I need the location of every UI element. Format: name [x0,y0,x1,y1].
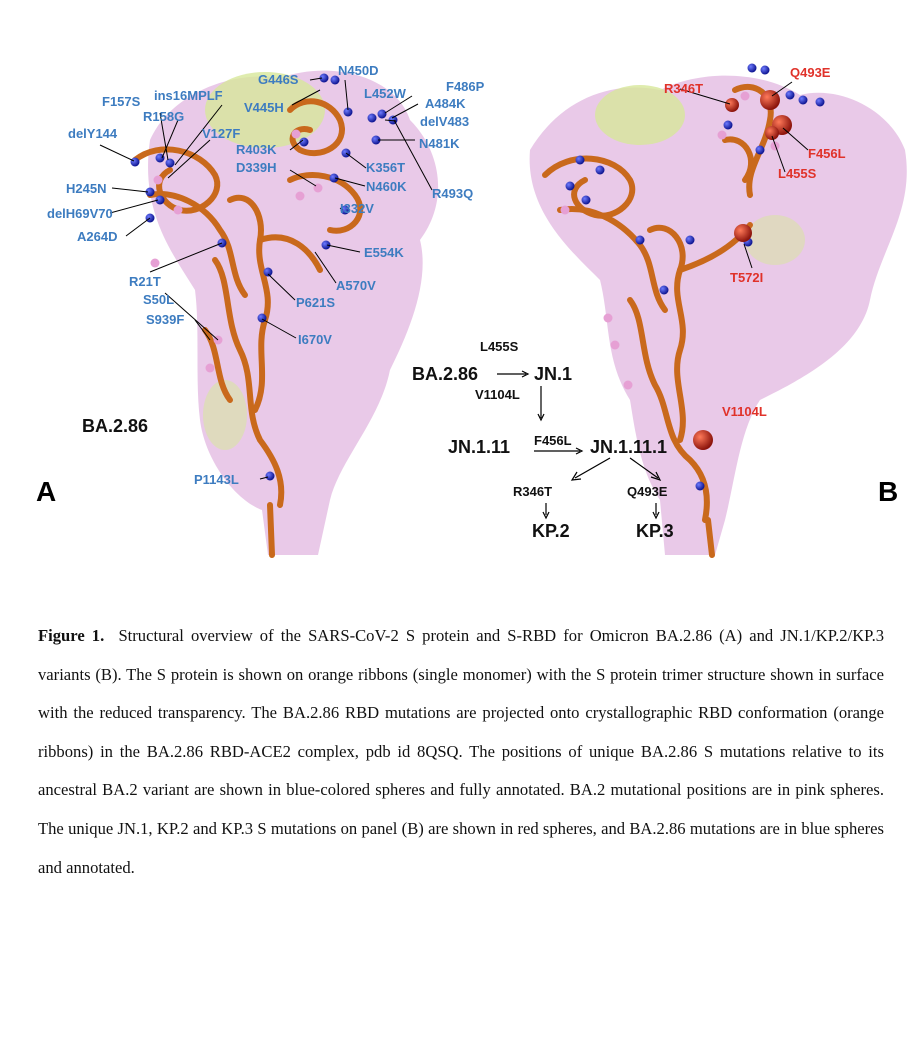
mut-a-label: N481K [419,136,460,151]
lineage-jn1: JN.1 [534,364,573,384]
mut-a-label: A484K [425,96,466,111]
mut-b-label: T572I [730,270,764,285]
mut-a-label: R158G [143,109,185,124]
red-sphere-v1104l [693,430,713,450]
mut-a-label: L452W [364,86,406,101]
mut-a-label: I670V [298,332,332,347]
caption-label: Figure 1. [38,626,105,645]
mut-a-label: F157S [102,94,141,109]
lineage-mut-l455s: L455S [480,339,519,354]
mut-b-label: L455S [778,166,817,181]
mut-a-label: P1143L [194,472,239,487]
caption-text: Structural overview of the SARS-CoV-2 S protein and S-RBD for Omicron BA.2.86 (A) and JN.1/KP.2/KP.3 variants (B). The S protein is shown on orange ribbons (single monomer) with the S protein trimer structure shown in surface with the reduced transparency. The BA.2.86 RBD mutations are projected onto crystallographic RBD conformation (orange ribbons) in the BA.2.86 RBD-ACE2 complex, pdb id 8QSQ. The positions of unique BA.2.86 S mutations relative to its ancestral BA.2 variant are shown in blue-colored spheres and fully annotated. BA.2 mutational positions are in pink spheres. The unique JN.1, KP.2 and KP.3 S mutations on panel (B) are shown in red spheres, and BA.2.86 mutations are in blue spheres and annotated. [38,626,885,877]
red-sphere-t572i [734,224,752,242]
figure-caption [38,617,884,887]
mut-a-label: G446S [258,72,299,87]
lineage-jn111: JN.1.11 [448,437,511,457]
mut-a-label: I332V [340,201,374,216]
mut-a-label: F486P [446,79,485,94]
mut-a-label: V127F [202,126,241,141]
mut-a-label: delY144 [68,126,118,141]
mut-a-label: N460K [366,179,407,194]
panel-a-variant-label: BA.2.86 [82,416,149,436]
lineage-mut-r346t: R346T [513,484,553,499]
mut-a-label: E554K [364,245,404,260]
lineage-ba286: BA.2.86 [412,364,479,384]
mut-a-label: ins16MPLF [154,88,223,103]
lineage-mut-q493e: Q493E [627,484,668,499]
mut-a-label: R21T [129,274,161,289]
mut-a-label: R493Q [432,186,474,201]
mut-a-label: N450D [338,63,379,78]
mut-a-label: S50L [143,292,175,307]
panel-b-structure [530,76,907,555]
mut-a-label: A570V [336,278,376,293]
mut-b-label: F456L [808,146,846,161]
lineage-kp3: KP.3 [636,521,674,541]
panel-a-letter: A [36,476,57,507]
mut-a-label: H245N [66,181,107,196]
mut-a-label: D339H [236,160,277,175]
lineage-jn1111: JN.1.11.1 [590,437,668,457]
red-sphere-r346t [725,98,739,112]
red-sphere-l455s [765,126,779,140]
mut-b-label: V1104L [722,404,767,419]
mut-a-label: P621S [296,295,336,310]
lineage-mut-v1104l: V1104L [475,387,520,402]
mut-a-label: delH69V70 [47,206,113,221]
mut-a-label: V445H [244,100,284,115]
mut-a-label: R403K [236,142,277,157]
mut-a-label: delV483 [420,114,470,129]
panel-b-letter: B [878,476,899,507]
trimer-surface-b [530,76,907,555]
mut-b-label: Q493E [790,65,831,80]
mut-a-label: K356T [366,160,406,175]
mut-a-label: S939F [146,312,185,327]
lineage-mut-f456l: F456L [534,433,572,448]
mut-b-label: R346T [664,81,704,96]
lineage-kp2: KP.2 [532,521,570,541]
mut-a-label: A264D [77,229,118,244]
